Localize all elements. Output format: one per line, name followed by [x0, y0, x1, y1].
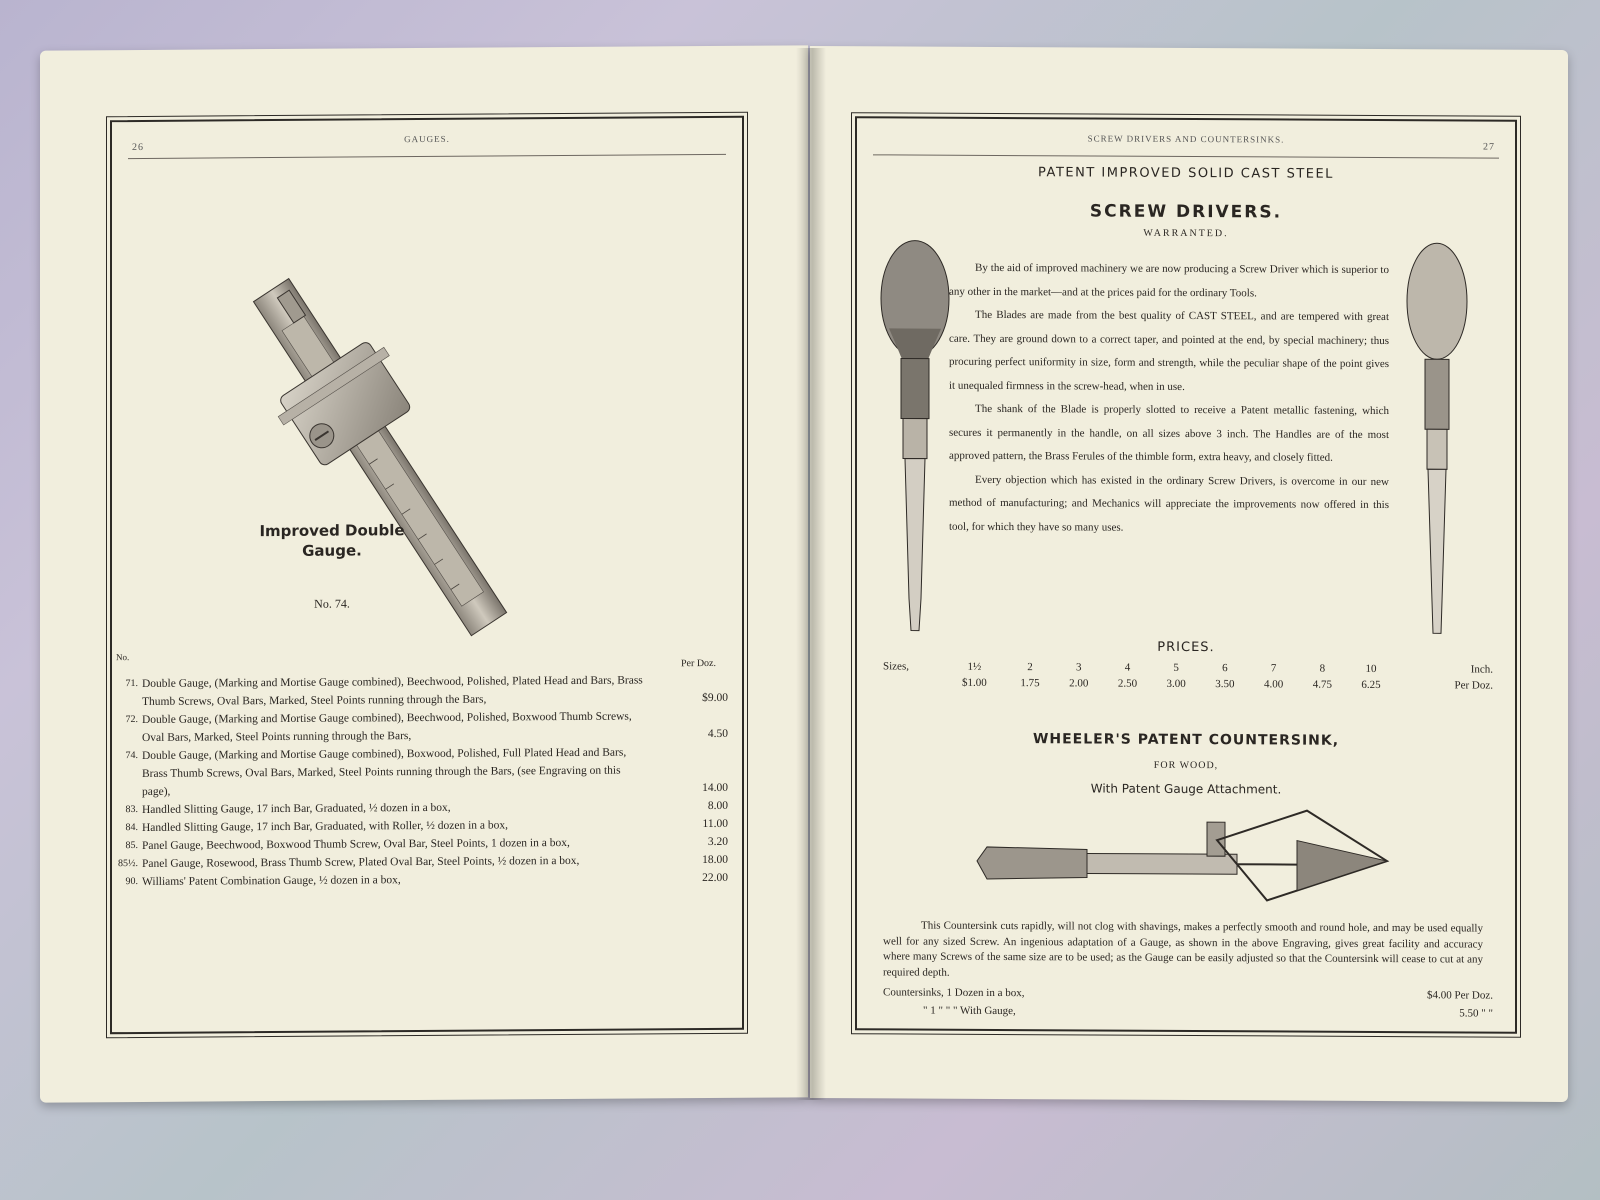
countersink-attachment-note: With Patent Gauge Attachment. [1090, 781, 1282, 797]
right-page-number: 27 [1483, 141, 1495, 153]
list-item: 72. Double Gauge, (Marking and Mortise Gauge combined), Beechwood, Polished, Boxwood Thumb Screws, Oval Bars, Marked, Steel Points running through the Bars, 4.50 [125, 710, 728, 744]
screwdriver-engraving-right [1397, 241, 1477, 641]
countersink-engraving [967, 799, 1417, 921]
screwdriver-title: SCREW DRIVERS. [1089, 201, 1283, 223]
countersink-description: This Countersink cuts rapidly, will not clog with shavings, makes a perfectly smooth and round hole, and may be used equally well for any sized Screw. An ingenious adaptation of a Gauge, as shown in the above Engraving, gives great facility and accuracy where many Screws of the same size are to be used; as the Gauge can be easily adjusted so that the Countersink will cease to cut at any required depth. [883, 919, 1483, 979]
gauge-figure-number: No. 74. [314, 596, 350, 611]
list-item: 71. Double Gauge, (Marking and Mortise Gauge combined), Beechwood, Polished, Plated Head and Bars, Brass Thumb Screws, Oval Bars, Marked, Steel Points running through the Bars, $9.00 [125, 674, 728, 708]
left-page-frame [110, 116, 744, 1034]
list-item: 84. Handled Slitting Gauge, 17 inch Bar, Graduated, with Roller, ½ dozen in a box, 11.00 [125, 817, 728, 834]
countersink-title: WHEELER'S PATENT COUNTERSINK, [1032, 731, 1340, 749]
prices-heading: PRICES. [1157, 639, 1215, 656]
list-item: 74. Double Gauge, (Marking and Mortise Gauge combined), Boxwood, Polished, Full Plated Head and Bars, Brass Thumb Screws, Oval Bars, Marked, Steel Points running through the Bars, (see Engraving on this page), 14.00 [125, 746, 728, 798]
screwdriver-subtitle: WARRANTED. [1143, 227, 1229, 240]
list-item: 85. Panel Gauge, Beechwood, Boxwood Thumb Screw, Oval Bar, Steel Points, 1 dozen in a box, 3.20 [125, 835, 728, 852]
prices-row: $1.00 1.75 2.00 2.50 3.00 3.50 4.00 4.75 6.25 Per Doz. [961, 676, 1493, 692]
per-dozen-label: Per Doz. [681, 657, 716, 670]
book-spine-shadow [796, 48, 826, 1100]
left-page-number: 26 [132, 141, 144, 154]
price-list-header [116, 648, 732, 670]
countersink-price-line-1: Countersinks, 1 Dozen in a box, $4.00 Per Doz. [883, 986, 1493, 1002]
sizes-row: Sizes, 1½ 2 3 4 5 6 7 8 10 Inch. [883, 660, 1493, 676]
countersink-subtitle: FOR WOOD, [1153, 759, 1219, 772]
countersink-price-line-2: " 1 " " " With Gauge, 5.50 " " [923, 1004, 1493, 1020]
list-item: 90. Williams' Patent Combination Gauge, ½ dozen in a box, 22.00 [125, 871, 728, 888]
right-page [810, 46, 1568, 1102]
list-item: 85½. Panel Gauge, Rosewood, Brass Thumb Screw, Plated Oval Bar, Steel Points, ½ dozen in a box, 18.00 [118, 853, 728, 870]
screwdriver-engraving-left [875, 238, 955, 638]
screwdriver-top-line: PATENT IMPROVED SOLID CAST STEEL [1038, 165, 1334, 182]
gauge-price-list [112, 671, 742, 891]
left-running-head [128, 128, 726, 159]
open-catalog-book [40, 48, 1568, 1100]
left-running-title: GAUGES. [404, 133, 450, 145]
right-running-head [873, 128, 1499, 158]
gauge-figure-title: Improved Double Gauge. [259, 521, 405, 560]
right-page-frame [855, 116, 1517, 1033]
list-number-label: No. [116, 652, 130, 663]
right-running-title: SCREW DRIVERS AND COUNTERSINKS. [1087, 133, 1285, 145]
screwdriver-description: By the aid of improved machinery we are now producing a Screw Driver which is superior to any other in the market—and at the prices paid for the ordinary Tools. The Blades are made from the best quality of CAST STEEL, and are tempered with great care. They are ground down to a correct taper, and pointed at the end, by special machinery; thus procuring perfect uniformity in size, form and strength, while the peculiar shape of the point gives it unequaled firmness in the screw-head, when in use. The shank of the Blade is properly slotted to receive a Patent metallic fastening, which secures it permanently in the handle, on all sizes above 3 inch. The Handles are of the most approved pattern, the Brass Ferules of the thimble form, extra heavy, and closely fitted. Every objection which has existed in the ordinary Screw Drivers, is overcome in our new method of manufacturing; and Mechanics will appreciate the improvements now offered in this tool, for which they have so many uses. [949, 261, 1389, 534]
screwdriver-price-table [883, 658, 1493, 693]
left-page [40, 45, 808, 1102]
list-item: 83. Handled Slitting Gauge, 17 inch Bar, Graduated, ½ dozen in a box, 8.00 [125, 799, 728, 816]
